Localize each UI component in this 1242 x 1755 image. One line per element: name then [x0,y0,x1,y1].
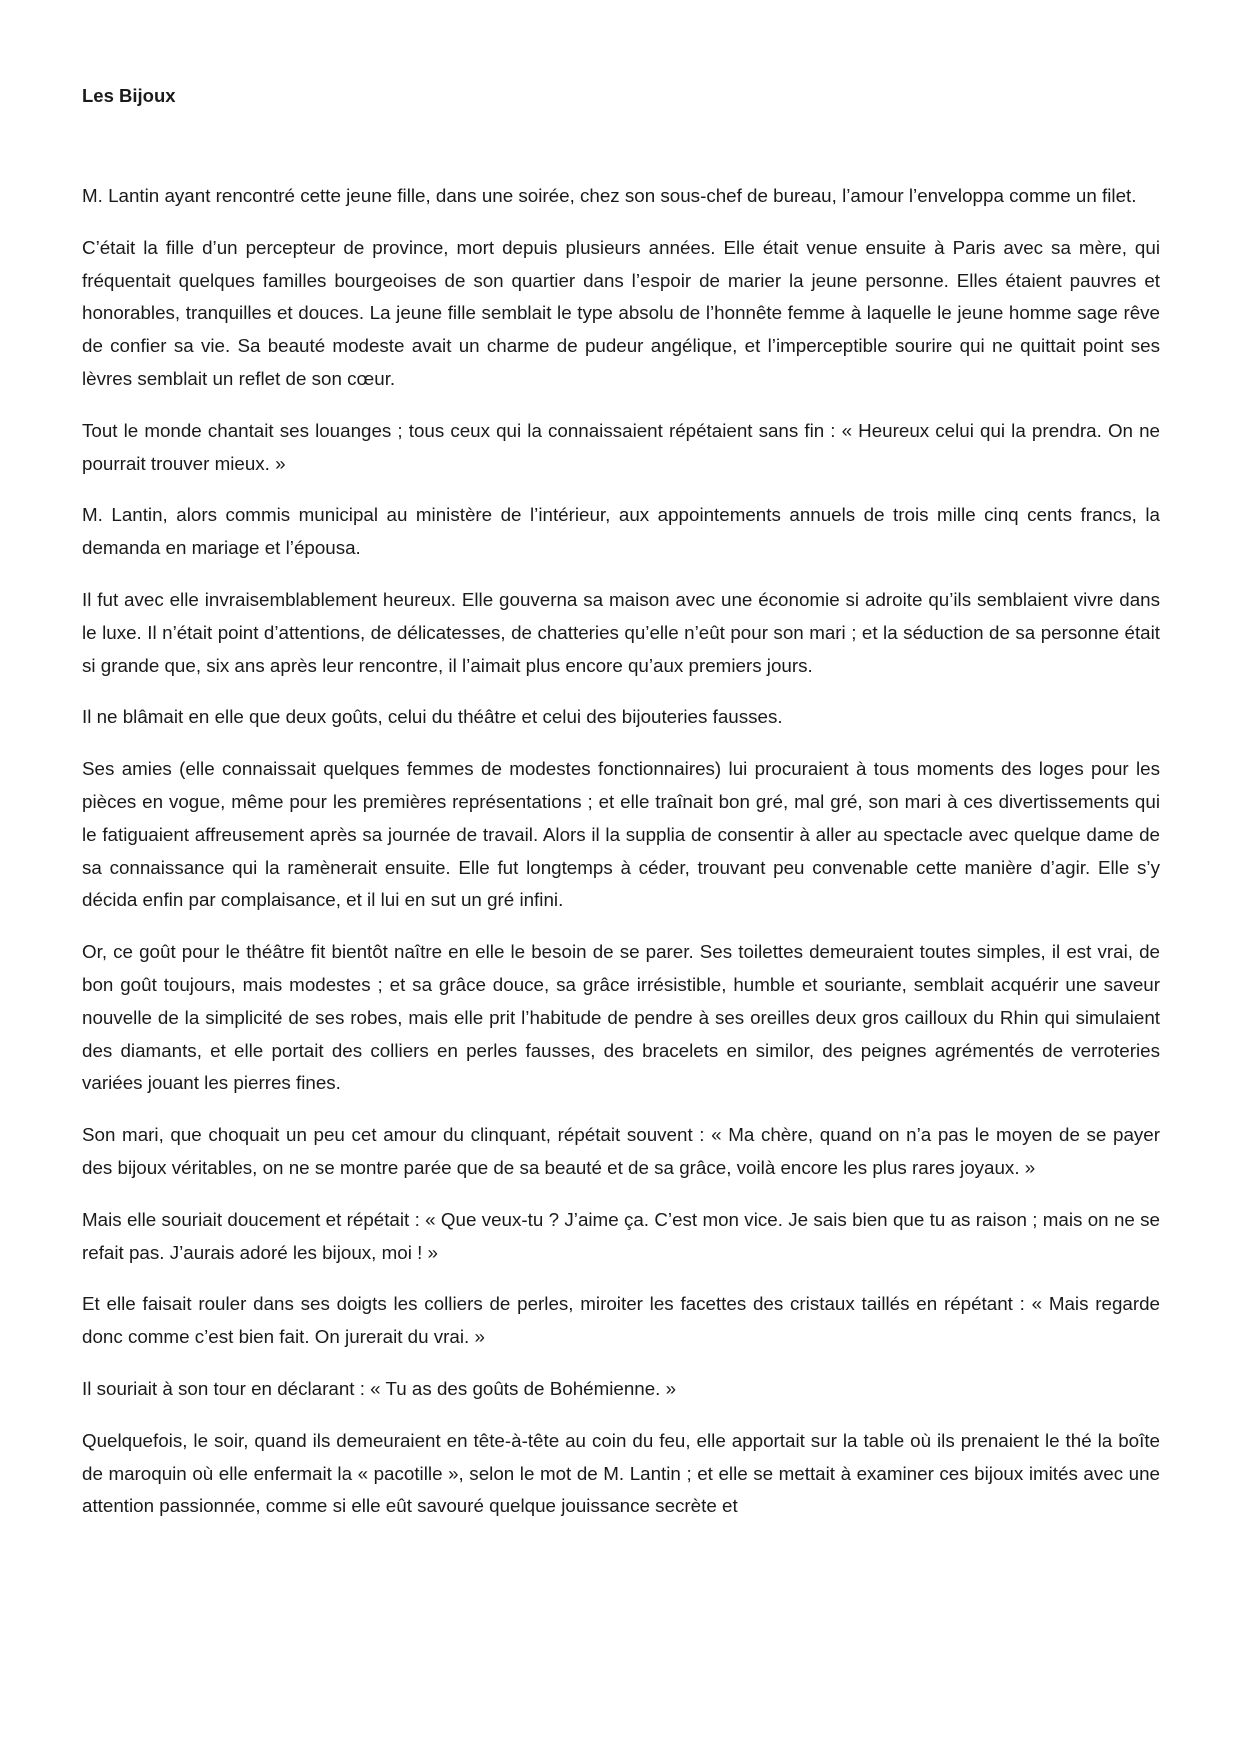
paragraph-13: Quelquefois, le soir, quand ils demeuraient en tête-à-tête au coin du feu, elle apportait sur la table où ils prenaient le thé la boîte de maroquin où elle enfermait la « pacotille », selon le mot de M. Lantin ; et elle se mettait à examiner ces bijoux imités avec une attention passionnée, comme si elle eût savouré quelque jouissance secrète et [82,1429,1160,1517]
paragraph-5: Il fut avec elle invraisemblablement heureux. Elle gouverna sa maison avec une économie si adroite qu’ils semblaient vivre dans le luxe. Il n’était point d’attentions, de délicatesses, de chatteries qu’elle n’eût pour son mari ; et la séduction de sa personne était si grande que, six ans après leur rencontre, il l’aimait plus encore qu’aux premiers jours. [82,588,1160,676]
paragraph-11: Et elle faisait rouler dans ses doigts les colliers de perles, miroiter les facettes des cristaux taillés en répétant : « Mais regarde donc comme c’est bien fait. On jurerait du vrai. » [82,1293,1160,1348]
paragraph-10: Mais elle souriait doucement et répétait : « Que veux-tu ? J’aime ça. C’est mon vice. Je sais bien que tu as raison ; mais on ne se refait pas. J’aurais adoré les bijoux, moi ! » [82,1208,1160,1263]
document-title: Les Bijoux [82,85,176,106]
paragraph-7: Ses amies (elle connaissait quelques femmes de modestes fonctionnaires) lui procuraient à tous moments des loges pour les pièces en vogue, même pour les premières représentations ; et elle traînait bon gré, mal gré, son mari à ces divertissements qui le fatiguaient affreusement après sa journée de travail. Alors il la supplia de consentir à aller au spectacle avec quelque dame de sa connaissance qui la ramènerait ensuite. Elle fut longtemps à céder, trouvant peu convenable cette manière d’agir. Elle s’y décida enfin par complaisance, et il lui en sut un gré infini. [82,758,1160,911]
paragraph-2: C’était la fille d’un percepteur de province, mort depuis plusieurs années. Elle était venue ensuite à Paris avec sa mère, qui fréquentait quelques familles bourgeoises de son quartier dans l’espoir de marier la jeune personne. Elles étaient pauvres et honorables, tranquilles et douces. La jeune fille semblait le type absolu de l’honnête femme à laquelle le jeune homme sage rêve de confier sa vie. Sa beauté modeste avait un charme de pudeur angélique, et l’imperceptible sourire qui ne quittait point ses lèvres semblait un reflet de son cœur. [82,236,1160,389]
paragraph-6: Il ne blâmait en elle que deux goûts, celui du théâtre et celui des bijouteries fausses. [82,706,783,728]
paragraph-12: Il souriait à son tour en déclarant : « Tu as des goûts de Bohémienne. » [82,1377,677,1399]
document-body [82,180,1160,1542]
paragraph-1: M. Lantin ayant rencontré cette jeune fille, dans une soirée, chez son sous-chef de bureau, l’amour l’enveloppa comme un filet. [82,185,1137,206]
paragraph-3: Tout le monde chantait ses louanges ; tous ceux qui la connaissaient répétaient sans fin : « Heureux celui qui la prendra. On ne pourrait trouver mieux. » [82,419,1160,474]
paragraph-4: M. Lantin, alors commis municipal au ministère de l’intérieur, aux appointements annuels de trois mille cinq cents francs, la demanda en mariage et l’épousa. [82,504,1160,559]
paragraph-9: Son mari, que choquait un peu cet amour du clinquant, répétait souvent : « Ma chère, quand on n’a pas le moyen de se payer des bijoux véritables, on ne se montre parée que de sa beauté et de sa grâce, voilà encore les plus rares joyaux. » [82,1124,1160,1178]
paragraph-8: Or, ce goût pour le théâtre fit bientôt naître en elle le besoin de se parer. Ses toilettes demeuraient toutes simples, il est vrai, de bon goût toujours, mais modestes ; et sa grâce douce, sa grâce irrésistible, humble et souriante, semblait acquérir une saveur nouvelle de la simplicité de ses robes, mais elle prit l’habitude de pendre à ses oreilles deux gros cailloux du Rhin qui simulaient des diamants, et elle portait des colliers en perles fausses, des bracelets en similor, des peignes agrémentés de verroteries variées jouant les pierres fines. [82,941,1160,1094]
